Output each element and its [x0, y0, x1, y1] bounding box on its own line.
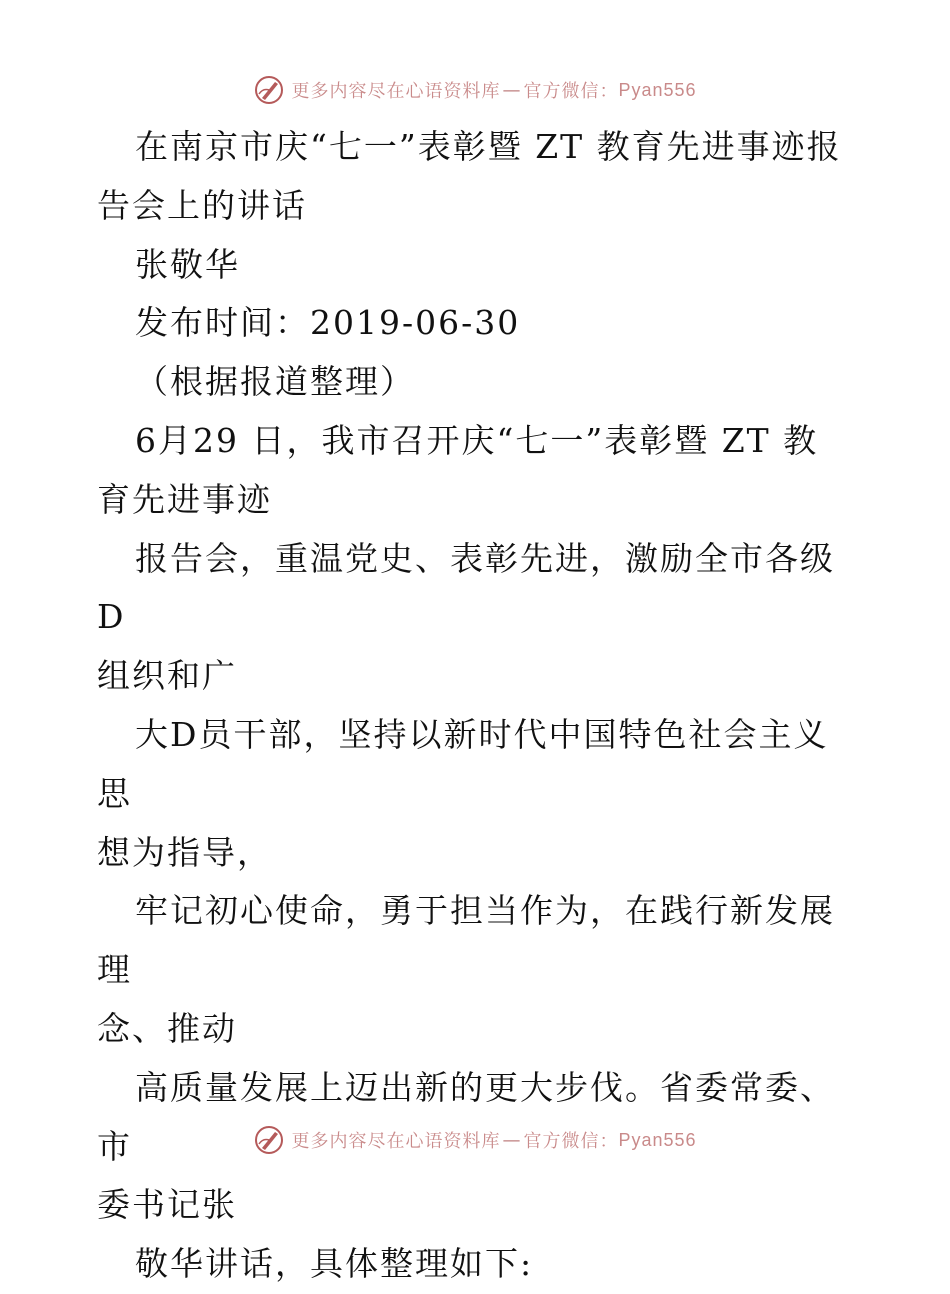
publish-date: 发布时间：2019-06-30 — [135, 303, 521, 343]
watermark-dash: — — [502, 79, 522, 101]
source-note: （根据报道整理） — [135, 362, 415, 402]
watermark-label: 官方微信： — [523, 1131, 619, 1152]
body-paragraph: 敬华讲话，具体整理如下: — [135, 1244, 534, 1284]
watermark-id: Pyan556 — [618, 1129, 697, 1150]
document-author: 张敬华 — [135, 244, 240, 284]
watermark-id: Pyan556 — [618, 79, 697, 100]
quill-logo-icon — [253, 74, 285, 106]
header-watermark — [0, 70, 950, 110]
document-title: 在南京市庆“七一”表彰暨 ZT 教育先进事迹报 告会上的讲话 — [97, 127, 842, 225]
body-paragraph: 高质量发展上迈出新的更大步伐。省委常委、市 委书记张 — [97, 1067, 835, 1225]
watermark-text: 更多内容尽在心语资料库 — [291, 1131, 501, 1152]
watermark-dash: — — [502, 1129, 522, 1151]
watermark-label: 官方微信： — [523, 81, 619, 102]
document-body — [97, 118, 857, 1294]
quill-logo-icon — [253, 1124, 285, 1156]
body-paragraph: 大D员干部，坚持以新时代中国特色社会主义思 想为指导， — [97, 714, 829, 872]
watermark-text: 更多内容尽在心语资料库 — [291, 81, 501, 102]
body-paragraph: 牢记初心使命，勇于担当作为，在践行新发展理 念、推动 — [97, 891, 835, 1048]
footer-watermark — [0, 1120, 950, 1160]
body-paragraph: 报告会，重温党史、表彰先进，激励全市各级 D 组织和广 — [97, 538, 835, 696]
body-paragraph: 6月29 日，我市召开庆“七一”表彰暨 ZT 教 育先进事迹 — [97, 420, 819, 519]
